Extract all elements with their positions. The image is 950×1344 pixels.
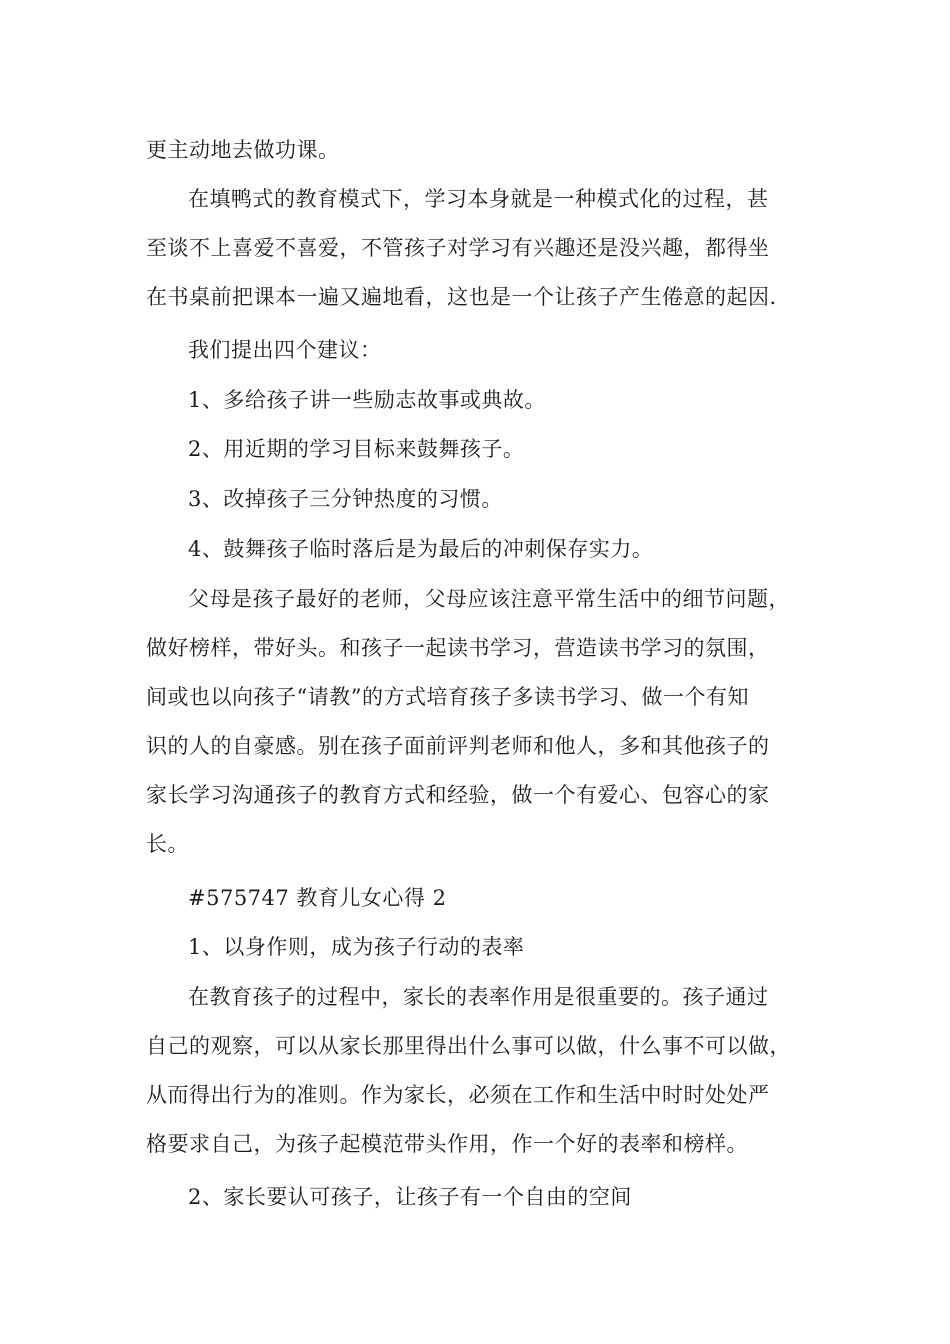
paragraph-line: 至谈不上喜爱不喜爱，不管孩子对学习有兴趣还是没兴趣，都得坐 [146, 236, 770, 260]
paragraph-line: 识的人的自豪感。别在孩子面前评判老师和他人，多和其他孩子的 [146, 734, 770, 758]
paragraph-line: 在书桌前把课本一遍又遍地看，这也是一个让孩子产生倦意的起因. [146, 285, 777, 309]
list-item: 1、多给孩子讲一些励志故事或典故。 [188, 388, 546, 412]
paragraph-line: 自己的观察，可以从家长那里得出什么事可以做，什么事不可以做， [146, 1034, 791, 1058]
paragraph-line: 在填鸭式的教育模式下，学习本身就是一种模式化的过程，甚 [188, 187, 769, 211]
paragraph-line: 在教育孩子的过程中，家长的表率作用是很重要的。孩子通过 [188, 985, 769, 1009]
subheading: 1、以身作则，成为孩子行动的表率 [188, 935, 525, 959]
paragraph-line: 做好榜样，带好头。和孩子一起读书学习，营造读书学习的氛围， [146, 636, 770, 660]
section-heading: #575747 教育儿女心得 2 [188, 886, 447, 910]
paragraph-line: 我们提出四个建议： [188, 338, 382, 362]
paragraph-line: 更主动地去做功课。 [146, 138, 340, 162]
list-item: 2、用近期的学习目标来鼓舞孩子。 [188, 437, 525, 461]
paragraph-line: 格要求自己，为孩子起模范带头作用，作一个好的表率和榜样。 [146, 1132, 748, 1156]
paragraph-line: 间或也以向孩子“请教”的方式培育孩子多读书学习、做一个有知 [146, 685, 749, 709]
paragraph-line: 父母是孩子最好的老师，父母应该注意平常生活中的细节问题， [188, 587, 790, 611]
paragraph-line: 长。 [146, 832, 189, 856]
subheading: 2、家长要认可孩子，让孩子有一个自由的空间 [188, 1185, 632, 1209]
paragraph-line: 从而得出行为的准则。作为家长，必须在工作和生活中时时处处严 [146, 1083, 770, 1107]
list-item: 3、改掉孩子三分钟热度的习惯。 [188, 487, 503, 511]
paragraph-line: 家长学习沟通孩子的教育方式和经验，做一个有爱心、包容心的家 [146, 783, 770, 807]
list-item: 4、鼓舞孩子临时落后是为最后的冲刺保存实力。 [188, 537, 654, 561]
